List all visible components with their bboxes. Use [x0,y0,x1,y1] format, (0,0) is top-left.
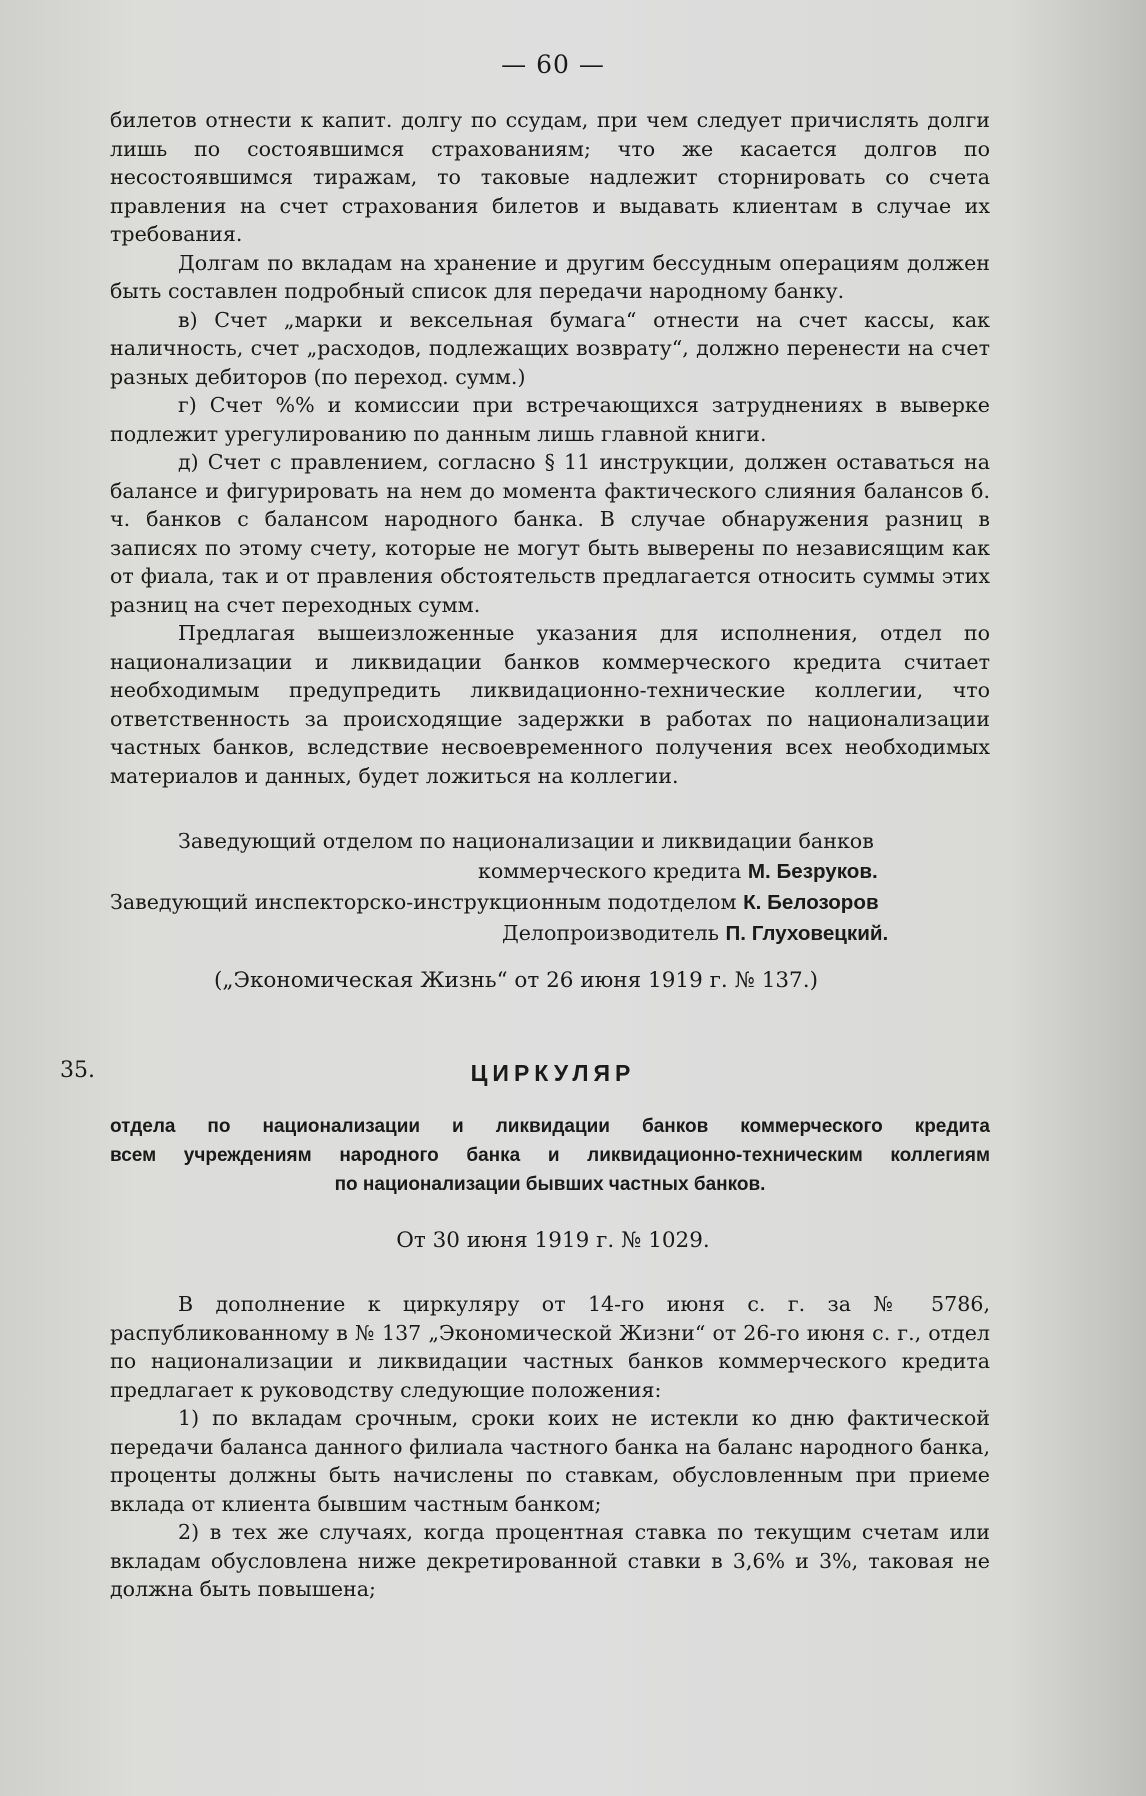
paragraph-point-2: 2) в тех же случаях, когда процентная ставка по текущим счетам или вкладам обусловлена ниже декретированной ставки в 3,6% и 3%, таковая не должна быть повышена; [110,1520,990,1601]
signature-title: Заведующий отделом по национализации и ликвидации банков [178,829,874,853]
paragraph: В дополнение к циркуляру от 14-го июня с. г. за № 5786, распубликованному в № 137 „Экономической Жизни“ от 26-го июня с. г., отдел по национализации и ликвидации частных банков коммерческого кредита предлагает к руководству следующие положения: [110,1292,990,1402]
document-number: 35. [60,1058,95,1083]
paragraph: Долгам по вкладам на хранение и другим бессудным операциям должен быть составлен подробный список для передачи народному банку. [110,250,990,303]
signature-line-3 [110,887,990,918]
signature-block [110,826,990,949]
subtitle-line: всем учреждениям народного банка и ликвидационно-техническим коллегиям [110,1145,990,1166]
page-number: — 60 — [501,50,605,79]
signature-title: Делопроизводитель [502,921,719,945]
signature-title: Заведующий инспекторско-инструкционным подотделом [110,890,737,914]
paragraph: Предлагая вышеизложенные указания для исполнения, отдел по национализации и ликвидации банков коммерческого кредита считает необходимым предупредить ликвидационно-технические коллегии, что ответственность за происходящие задержки в работах по национализации частных банков, вследствие несвоевременного получения всех необходимых материалов и данных, будет ложиться на коллегии. [110,621,990,788]
signature-line-1 [178,826,990,856]
source-citation: („Экономическая Жизнь“ от 26 июня 1919 г. № 137.) [214,968,818,993]
signature-line-4 [502,918,990,949]
document-title: ЦИРКУЛЯР [470,1060,636,1086]
bottom-text-body [110,1290,990,1604]
paragraph-item-g: г) Счет %% и комиссии при встречающихся затруднениях в выверке подлежит урегулированию по данным лишь главной книги. [110,393,990,446]
paragraph-item-v: в) Счет „марки и вексельная бумага“ отнести на счет кассы, как наличность, счет „расходов, подлежащих возврату“, должно перенести на счет разных дебиторов (по переход. сумм.) [110,307,990,389]
signatory-name: М. Безруков. [747,860,878,883]
paragraph: билетов отнести к капит. долгу по ссудам, при чем следует причислять долги лишь по состоявшимся страхованиям; что же касается долгов по несостоявшимся тиражам, то таковые надлежит сторнировать со счета правления на счет страхования билетов и выдавать клиентам в случае их требования. [110,108,990,246]
document-subtitle [110,1112,990,1199]
subtitle-line: по национализации бывших частных банков. [334,1174,766,1195]
paragraph-point-1: 1) по вкладам срочным, сроки коих не истекли ко дню фактической передачи баланса данного филиала частного банка на баланс народного банка, проценты должны быть начислены по ставкам, обусловленным при приеме вклада от клиента бывшим частным банком; [110,1406,990,1516]
paragraph-item-d: д) Счет с правлением, согласно § 11 инструкции, должен оставаться на балансе и фигурировать на нем до момента фактического слияния балансов б. ч. банков с балансом народного банка. В случае обнаружения разниц в записях по этому счету, которые не могут быть выверены по независящим как от фиала, так и от правления обстоятельств предлагается относить суммы этих разниц на счет переходных сумм. [110,450,990,617]
top-text-body [110,106,990,790]
signatory-name: П. Глуховецкий. [725,922,889,945]
document-date: От 30 июня 1919 г. № 1029. [396,1228,710,1253]
signatory-name: К. Белозоров [743,891,879,914]
signature-line-2 [478,856,990,887]
signature-title: коммерческого кредита [478,859,742,883]
subtitle-line: отдела по национализации и ликвидации банков коммерческого кредита [110,1116,990,1137]
